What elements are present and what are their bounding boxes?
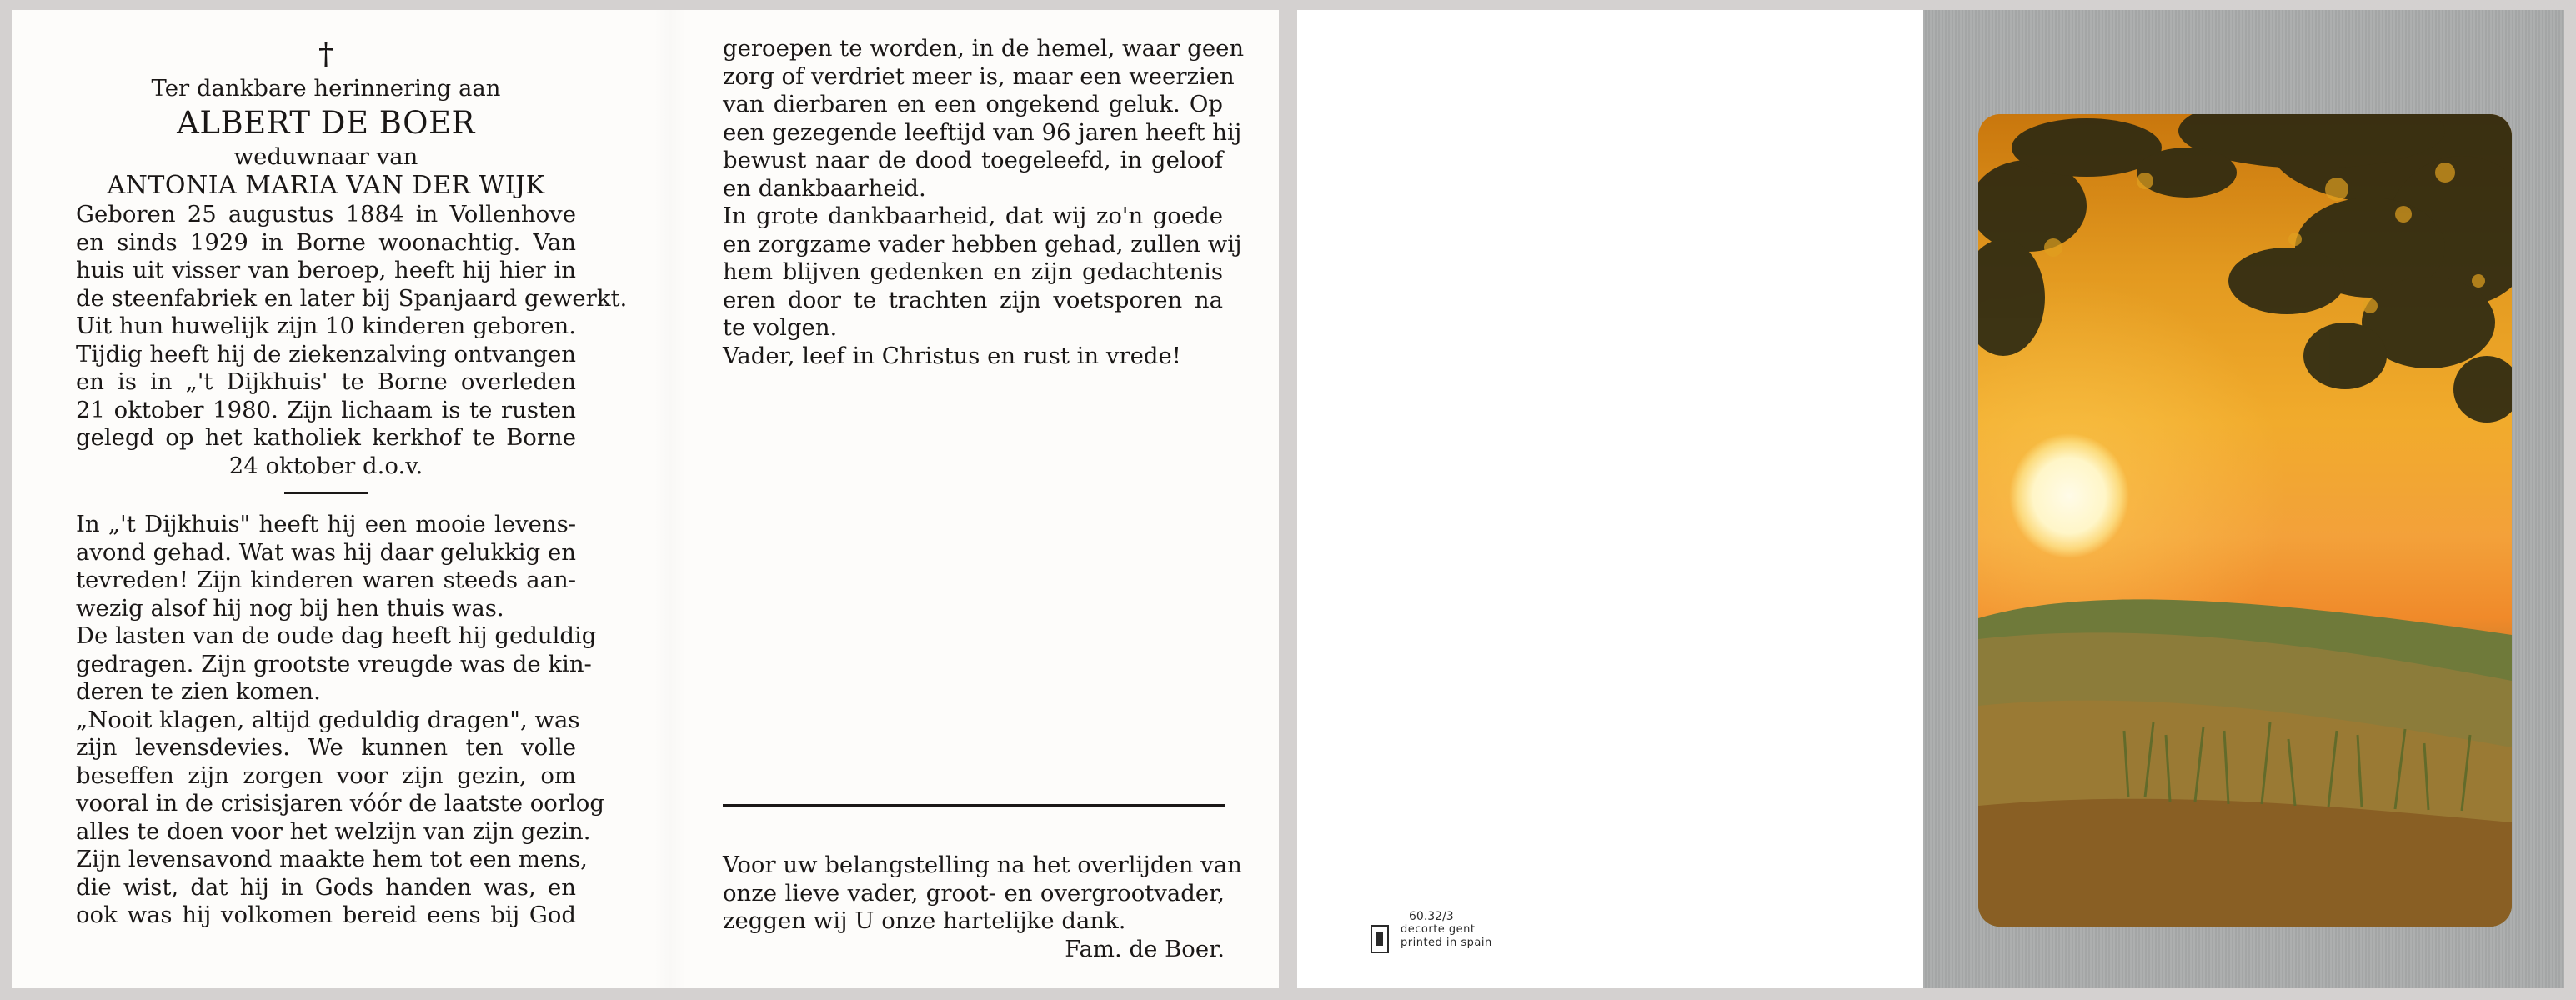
- sunset-landscape-photo: [1978, 114, 2512, 927]
- bio-line: 24 oktober d.o.v.: [228, 452, 423, 479]
- thanks-separator-rule: [723, 804, 1225, 807]
- text-line: onze lieve vader, groot- en overgrootvader,: [723, 879, 1225, 907]
- text-line: gedragen. Zijn grootste vreugde was de kin-: [76, 650, 592, 678]
- right-text-column: [723, 35, 1245, 370]
- relation-text: weduwnaar van: [233, 142, 418, 170]
- text-line: bewust naar de dood toegeleefd, in geloof: [723, 147, 1223, 173]
- fold-line: [654, 10, 687, 988]
- text-line: alles te doen voor het welzijn van zijn gezin.: [76, 818, 591, 845]
- text-line: een gezegende leeftijd van 96 jaren heeft hij: [723, 118, 1242, 146]
- printer-row: [1371, 923, 1492, 953]
- field-hill-icon: [1978, 589, 2512, 927]
- text-line: „Nooit klagen, altijd geduldig dragen", was: [76, 706, 580, 733]
- bio-line: huis uit visser van beroep, heeft hij hier in: [76, 257, 576, 283]
- signature: Fam. de Boer.: [1065, 935, 1225, 962]
- bio-line: en is in „'t Dijkhuis' te Borne overleden: [76, 368, 576, 395]
- text-line: geroepen te worden, in de hemel, waar geen: [723, 35, 1245, 62]
- text-line: eren door te trachten zijn voetsporen na: [723, 286, 1223, 313]
- heading: Ter dankbare herinnering aan: [151, 75, 501, 102]
- separator-rule: [284, 492, 368, 494]
- paragraph-heaven: [723, 35, 1245, 202]
- text-line: zeggen wij U onze hartelijke dank.: [723, 908, 1126, 934]
- left-text-column: [76, 35, 628, 930]
- printer-mark: [1371, 910, 1492, 953]
- printer-logo-icon: [1371, 925, 1389, 953]
- printed-in: printed in spain: [1401, 937, 1492, 949]
- biography: [76, 201, 628, 480]
- bio-line: de steenfabriek en later bij Spanjaard gewerkt.: [76, 284, 628, 312]
- text-line: van dierbaren en een ongekend geluk. Op: [723, 91, 1223, 118]
- text-line: vooral in de crisisjaren vóór de laatste oorlog: [76, 790, 604, 817]
- text-line: De lasten van de oude dag heeft hij geduldig: [76, 622, 597, 649]
- blessing: Vader, leef in Christus en rust in vrede!: [723, 342, 1181, 369]
- bio-line: Tijdig heeft hij de ziekenzalving ontvangen: [76, 340, 576, 368]
- printer-text: [1389, 923, 1492, 950]
- thanks-block: [723, 852, 1242, 963]
- bio-line: en sinds 1929 in Borne woonachtig. Van: [76, 228, 576, 256]
- text-line: tevreden! Zijn kinderen waren steeds aan-: [76, 567, 576, 593]
- paragraph-gratitude: [723, 202, 1242, 342]
- memorial-card-outside: [1297, 10, 2564, 988]
- text-line: beseffen zijn zorgen voor zijn gezin, om: [76, 762, 576, 789]
- memorial-card-inside: [12, 10, 1279, 988]
- paragraph-evening: [76, 511, 576, 622]
- bio-line: 21 oktober 1980. Zijn lichaam is te rusten: [76, 396, 576, 423]
- grey-cover-panel: [1923, 10, 2564, 988]
- deceased-name: ALBERT DE BOER: [177, 104, 475, 141]
- spouse-name: ANTONIA MARIA VAN DER WIJK: [107, 171, 545, 200]
- text-line: en dankbaarheid.: [723, 174, 926, 202]
- paragraph-motto: [76, 706, 604, 930]
- text-line: Voor uw belangstelling na het overlijden van: [723, 852, 1242, 878]
- text-line: In „'t Dijkhuis" heeft hij een mooie levens-: [76, 511, 576, 538]
- text-line: zorg of verdriet meer is, maar een weerzien: [723, 62, 1235, 90]
- bio-line: Uit hun huwelijk zijn 10 kinderen geboren.: [76, 312, 576, 339]
- tree-foliage-icon: [1978, 114, 2512, 431]
- bio-line: gelegd op het katholiek kerkhof te Borne: [76, 424, 576, 451]
- bio-line: Geboren 25 augustus 1884 in Vollenhove: [76, 201, 576, 228]
- text-line: en zorgzame vader hebben gehad, zullen wij: [723, 230, 1242, 258]
- text-line: hem blijven gedenken en zijn gedachtenis: [723, 258, 1223, 285]
- text-line: avond gehad. Wat was hij daar gelukkig en: [76, 538, 576, 566]
- printer-name: decorte gent: [1401, 923, 1476, 936]
- text-line: wezig alsof hij nog bij hen thuis was.: [76, 594, 504, 622]
- text-line: ook was hij volkomen bereid eens bij God: [76, 902, 576, 928]
- text-line: Zijn levensavond maakte hem tot een mens,: [76, 846, 588, 872]
- text-line: te volgen.: [723, 314, 838, 341]
- paragraph-burdens: [76, 622, 597, 707]
- text-line: zijn levensdevies. We kunnen ten volle: [76, 734, 576, 761]
- text-line: deren te zien komen.: [76, 678, 321, 705]
- text-line: die wist, dat hij in Gods handen was, en: [76, 873, 576, 901]
- cross-icon: †: [318, 38, 333, 72]
- text-line: In grote dankbaarheid, dat wij zo'n goede: [723, 202, 1223, 229]
- print-code: 60.32/3: [1409, 910, 1454, 923]
